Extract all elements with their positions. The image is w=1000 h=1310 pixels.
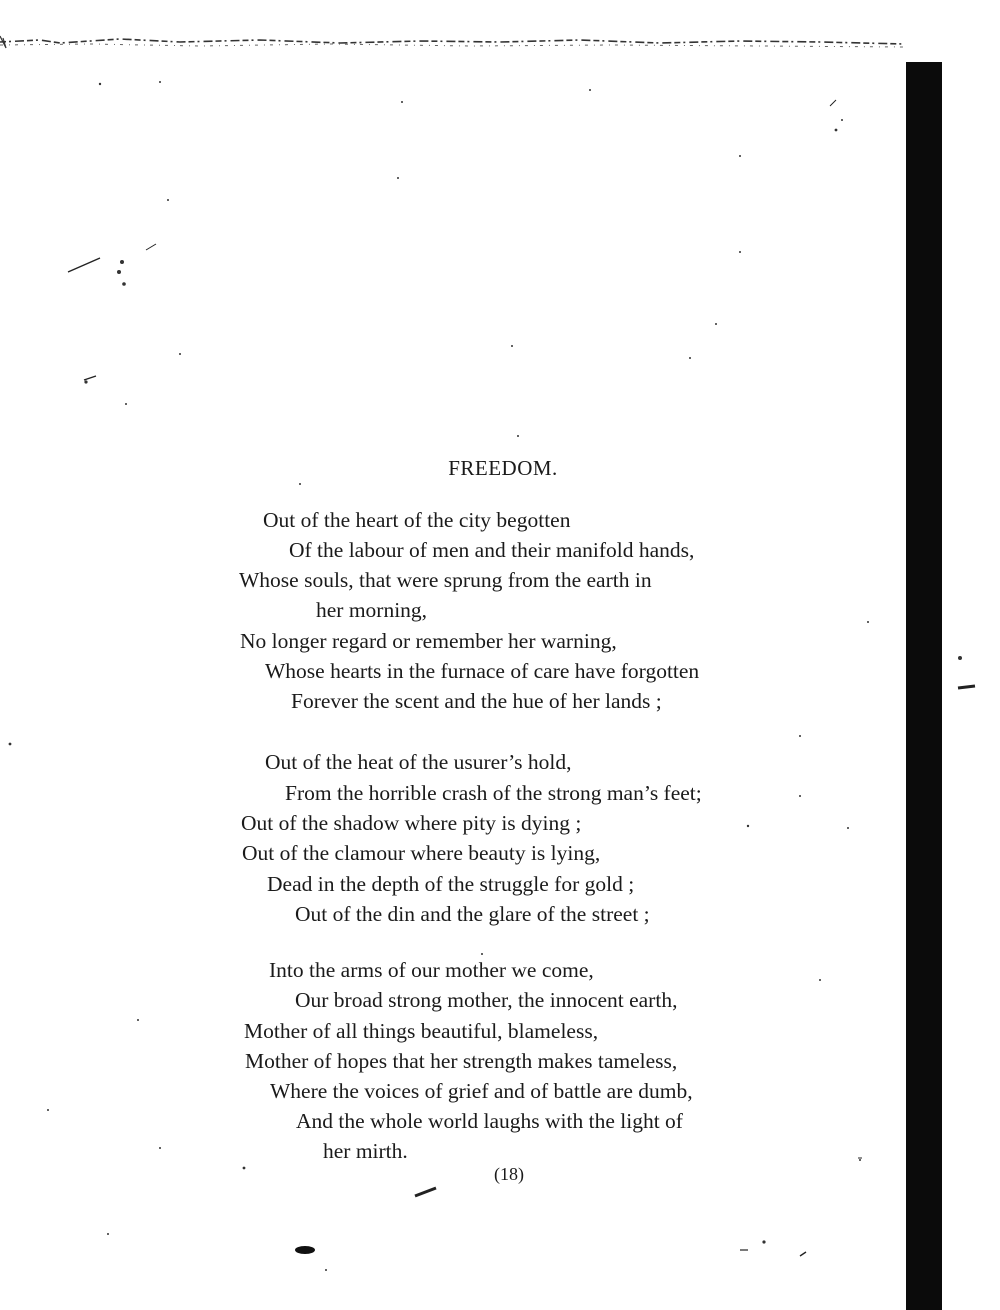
scan-spine-shadow [906, 62, 942, 1310]
scan-top-edge-artifact [0, 34, 905, 50]
poem-line: Out of the din and the glare of the street ; [295, 902, 650, 926]
poem-line: Whose hearts in the furnace of care have forgotten [265, 659, 700, 683]
poem-line: And the whole world laughs with the light of [296, 1109, 683, 1133]
poem-line: Mother of hopes that her strength makes tameless, [245, 1049, 678, 1073]
poem-line: her mirth. [323, 1139, 408, 1163]
poem-line: Forever the scent and the hue of her lands ; [291, 689, 662, 713]
poem-line: No longer regard or remember her warning, [240, 629, 617, 653]
poem-line: Out of the heat of the usurer’s hold, [265, 750, 572, 774]
poem-title: FREEDOM. [448, 456, 558, 480]
poem-line: Our broad strong mother, the innocent earth, [295, 988, 678, 1012]
page-number: (18) [494, 1164, 524, 1184]
poem-line: Out of the heart of the city begotten [263, 508, 571, 532]
poem-line: Of the labour of men and their manifold hands, [289, 538, 695, 562]
poem-line: her morning, [316, 598, 428, 622]
poem-line: From the horrible crash of the strong man’s feet; [285, 781, 702, 805]
poem-line: Where the voices of grief and of battle are dumb, [270, 1079, 693, 1103]
poem-line: Out of the clamour where beauty is lying, [242, 841, 601, 865]
poem-line: Mother of all things beautiful, blameless, [244, 1019, 599, 1043]
poem-line: Dead in the depth of the struggle for gold ; [267, 872, 635, 896]
poem-line: Whose souls, that were sprung from the earth in [239, 568, 652, 592]
poem-line: Into the arms of our mother we come, [269, 958, 594, 982]
poem-line: Out of the shadow where pity is dying ; [241, 811, 582, 835]
